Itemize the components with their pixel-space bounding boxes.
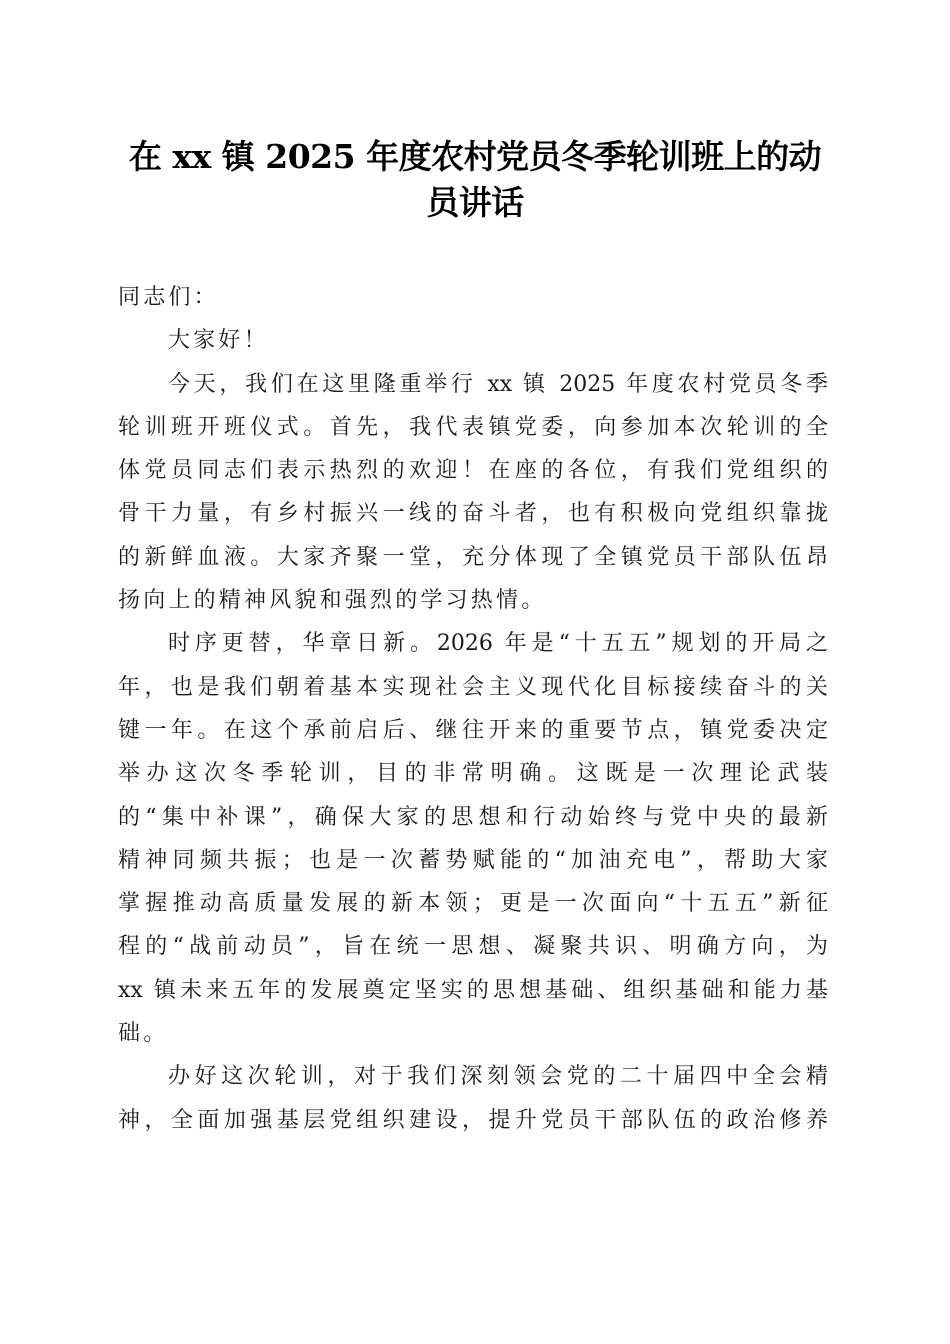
paragraph-line: 的新鲜血液。大家齐聚一堂，充分体现了全镇党员干部队伍昂 [118,544,828,570]
paragraph-line: 扬向上的精神风貌和强烈的学习热情。 [118,588,547,614]
paragraph-line: 体党员同志们表示热烈的欢迎！在座的各位，有我们党组织的 [118,458,828,484]
paragraph-welcome [118,363,828,623]
paragraph-line: 掌握推动高质量发展的新本领；更是一次面向“十五五”新征 [118,891,828,917]
document-title [100,134,850,226]
paragraph-line: 时序更替，华章日新。2026 年是“十五五”规划的开局之 [168,631,828,657]
paragraph-line: 神，全面加强基层党组织建设，提升党员干部队伍的政治修养 [118,1107,828,1133]
paragraph-significance [118,1055,828,1142]
paragraph-line: 程的“战前动员”，旨在统一思想、凝聚共识、明确方向，为 [118,934,828,960]
title-line-2: 员讲话 [426,183,524,222]
title-line-1: 在 xx 镇 2025 年度农村党员冬季轮训班上的动 [128,137,822,176]
paragraph-purpose [118,622,828,1055]
paragraph-line: 骨干力量，有乡村振兴一线的奋斗者，也有积极向党组织靠拢 [118,501,828,527]
paragraph-line: 举办这次冬季轮训，目的非常明确。这既是一次理论武装 [118,761,828,787]
paragraph-line: 的“集中补课”，确保大家的思想和行动始终与党中央的最新 [118,804,828,830]
paragraph-line: 轮训班开班仪式。首先，我代表镇党委，向参加本次轮训的全 [118,414,828,440]
greeting: 大家好！ [168,328,269,354]
paragraph-line: 今天，我们在这里隆重举行 xx 镇 2025 年度农村党员冬季 [168,371,828,397]
document-body [118,276,828,1142]
paragraph-line: xx 镇未来五年的发展奠定坚实的思想基础、组织基础和能力基 [118,977,828,1003]
paragraph-line: 键一年。在这个承前启后、继往开来的重要节点，镇党委决定 [118,717,828,743]
paragraph-line: 年，也是我们朝着基本实现社会主义现代化目标接续奋斗的关 [118,674,828,700]
paragraph-line: 办好这次轮训，对于我们深刻领会党的二十届四中全会精 [168,1064,828,1090]
salutation: 同志们： [118,285,219,310]
paragraph-line: 础。 [118,1021,169,1047]
paragraph-line: 精神同频共振；也是一次蓄势赋能的“加油充电”，帮助大家 [118,847,828,873]
